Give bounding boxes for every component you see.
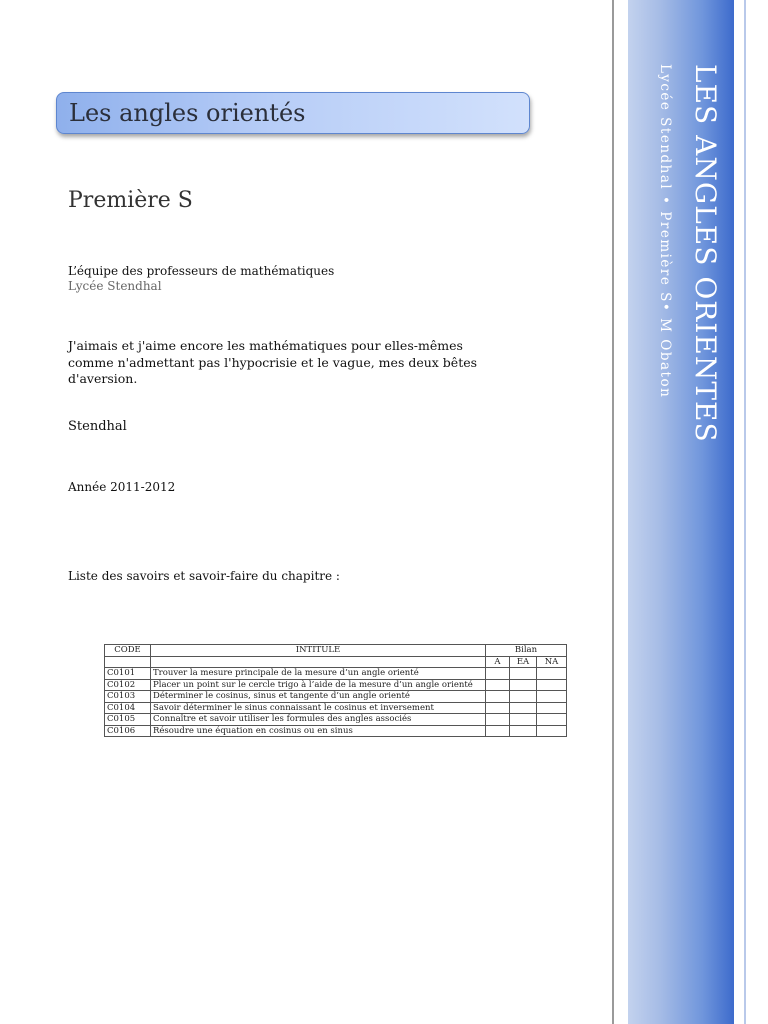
not-acquired-cell [537, 668, 567, 680]
skill-label: Savoir déterminer le sinus connaissant le cosinus et inversement [151, 702, 486, 714]
empty-cell [105, 656, 151, 668]
skill-label: Résoudre une équation en cosinus ou en sinus [151, 725, 486, 737]
author-team: L’équipe des professeurs de mathématiques [68, 264, 335, 278]
not-acquired-cell [537, 691, 567, 703]
acquired-cell [486, 725, 510, 737]
table-header-row [105, 645, 567, 657]
acquired-cell [486, 714, 510, 726]
vertical-divider [744, 0, 746, 1024]
quote-author: Stendhal [68, 419, 127, 434]
title-column-header: INTITULE [151, 645, 486, 657]
vertical-divider [612, 0, 614, 1024]
in-progress-cell [510, 725, 537, 737]
skill-code: C0106 [105, 725, 151, 737]
document-title: Les angles orientés [69, 99, 306, 127]
in-progress-cell [510, 679, 537, 691]
skill-code: C0105 [105, 714, 151, 726]
skill-label: Placer un point sur le cercle trigo à l’aide de la mesure d’un angle orienté [151, 679, 486, 691]
skill-code: C0102 [105, 679, 151, 691]
table-row [105, 714, 567, 726]
skill-label: Déterminer le cosinus, sinus et tangente d’un angle orienté [151, 691, 486, 703]
acquired-cell [486, 691, 510, 703]
not-acquired-cell [537, 714, 567, 726]
skills-heading: Liste des savoirs et savoir-faire du chapitre : [68, 569, 340, 583]
class-level: Première S [68, 188, 193, 213]
in-progress-column-header: EA [510, 656, 537, 668]
table-row [105, 668, 567, 680]
skill-code: C0104 [105, 702, 151, 714]
acquired-cell [486, 668, 510, 680]
in-progress-cell [510, 691, 537, 703]
code-column-header: CODE [105, 645, 151, 657]
table-row [105, 702, 567, 714]
in-progress-cell [510, 668, 537, 680]
skill-code: C0103 [105, 691, 151, 703]
acquired-cell [486, 679, 510, 691]
not-acquired-cell [537, 679, 567, 691]
sidebar-subtitle: Lycée Stendhal • Première S• M Obaton [657, 64, 673, 399]
acquired-cell [486, 702, 510, 714]
bilan-column-header: Bilan [486, 645, 567, 657]
not-acquired-cell [537, 702, 567, 714]
not-acquired-column-header: NA [537, 656, 567, 668]
skill-label: Trouver la mesure principale de la mesure d’un angle orienté [151, 668, 486, 680]
skills-table [104, 644, 567, 737]
table-row [105, 691, 567, 703]
quote-text: J'aimais et j'aime encore les mathématiques pour elles-mêmes comme n'admettant pas l'hypocrisie et le vague, mes deux bêtes d'aversion. [68, 338, 478, 386]
empty-cell [151, 656, 486, 668]
table-subheader-row [105, 656, 567, 668]
skill-code: C0101 [105, 668, 151, 680]
in-progress-cell [510, 714, 537, 726]
sidebar-title: LES ANGLES ORIENTES [689, 64, 722, 443]
acquired-column-header: A [486, 656, 510, 668]
skill-label: Connaître et savoir utiliser les formules des angles associés [151, 714, 486, 726]
in-progress-cell [510, 702, 537, 714]
table-row [105, 679, 567, 691]
school-year: Année 2011-2012 [68, 480, 176, 494]
not-acquired-cell [537, 725, 567, 737]
table-row [105, 725, 567, 737]
school-name: Lycée Stendhal [68, 279, 162, 293]
title-banner [56, 92, 530, 134]
